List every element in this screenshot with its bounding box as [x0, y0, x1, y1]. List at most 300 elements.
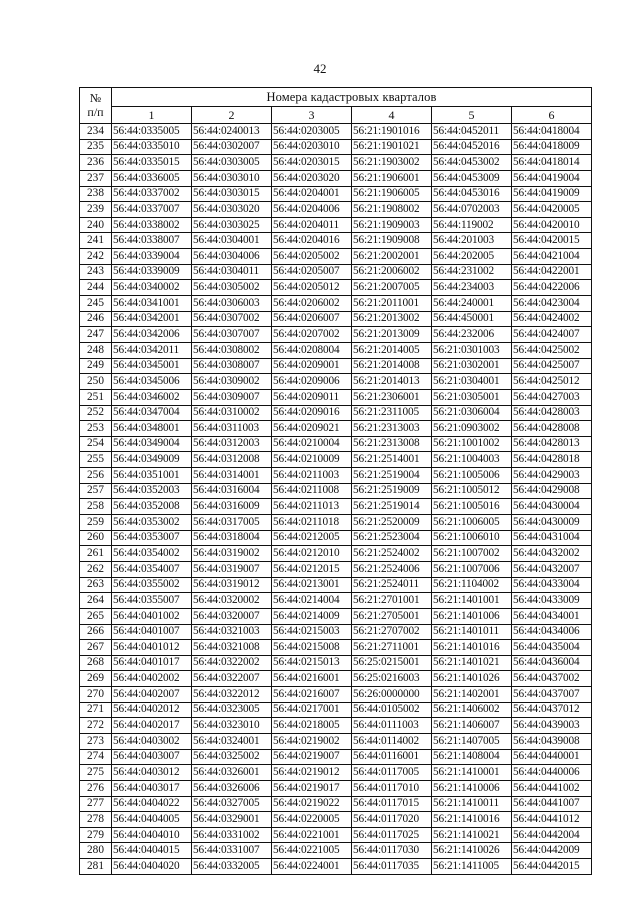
- cadastral-number-cell: 56:44:0702003: [432, 202, 512, 218]
- row-number-cell: 234: [80, 124, 112, 140]
- cadastral-number-cell: 56:44:0442009: [512, 843, 592, 859]
- cadastral-number-cell: 56:21:2524006: [352, 561, 432, 577]
- cadastral-number-cell: 56:21:2520009: [352, 515, 432, 531]
- cadastral-number-cell: 56:21:2313003: [352, 421, 432, 437]
- row-number-cell: 239: [80, 202, 112, 218]
- row-number-cell: 256: [80, 468, 112, 484]
- cadastral-number-cell: 56:44:0211013: [272, 499, 352, 515]
- cadastral-number-cell: 56:44:0341001: [112, 296, 192, 312]
- row-number-cell: 278: [80, 812, 112, 828]
- table-row: [80, 124, 592, 140]
- row-number-cell: 235: [80, 139, 112, 155]
- cadastral-number-cell: 56:44:0327005: [192, 796, 272, 812]
- row-number-cell: 253: [80, 421, 112, 437]
- cadastral-number-cell: 56:21:2701001: [352, 593, 432, 609]
- row-number-cell: 250: [80, 374, 112, 390]
- cadastral-number-cell: 56:44:0305002: [192, 280, 272, 296]
- cadastral-number-cell: 56:21:0302001: [432, 358, 512, 374]
- cadastral-number-cell: 56:25:0216003: [352, 671, 432, 687]
- cadastral-number-cell: 56:44:0440006: [512, 765, 592, 781]
- cadastral-number-cell: 56:44:0211018: [272, 515, 352, 531]
- cadastral-number-cell: 56:21:1005006: [432, 468, 512, 484]
- cadastral-number-cell: 56:44:0401002: [112, 608, 192, 624]
- row-number-cell: 238: [80, 186, 112, 202]
- cadastral-number-cell: 56:44:0430009: [512, 515, 592, 531]
- cadastral-number-cell: 56:44:0452011: [432, 124, 512, 140]
- table-row: [80, 812, 592, 828]
- cadastral-number-cell: 56:44:0433009: [512, 593, 592, 609]
- cadastral-number-cell: 56:21:1410001: [432, 765, 512, 781]
- table-row: [80, 280, 592, 296]
- cadastral-number-cell: 56:44:0309007: [192, 389, 272, 405]
- cadastral-number-cell: 56:44:0212010: [272, 546, 352, 562]
- cadastral-number-cell: 56:21:2523004: [352, 530, 432, 546]
- cadastral-number-cell: 56:44:0442015: [512, 859, 592, 875]
- cadastral-number-cell: 56:44:0203015: [272, 155, 352, 171]
- cadastral-number-cell: 56:44:0219022: [272, 796, 352, 812]
- row-number-cell: 261: [80, 546, 112, 562]
- row-number-cell: 258: [80, 499, 112, 515]
- cadastral-number-cell: 56:44:0309002: [192, 374, 272, 390]
- cadastral-number-cell: 56:44:0331007: [192, 843, 272, 859]
- cadastral-numbers-group-header: Номера кадастровых кварталов: [112, 88, 592, 107]
- cadastral-number-cell: 56:44:0303005: [192, 155, 272, 171]
- cadastral-number-cell: 56:44:119002: [432, 217, 512, 233]
- cadastral-number-cell: 56:21:1006005: [432, 515, 512, 531]
- cadastral-number-cell: 56:44:0321003: [192, 624, 272, 640]
- cadastral-number-cell: 56:44:0349009: [112, 452, 192, 468]
- cadastral-number-cell: 56:44:0434006: [512, 624, 592, 640]
- cadastral-number-cell: 56:44:0204011: [272, 217, 352, 233]
- row-number-cell: 265: [80, 608, 112, 624]
- cadastral-number-cell: 56:44:0219012: [272, 765, 352, 781]
- cadastral-number-cell: 56:44:0345001: [112, 358, 192, 374]
- cadastral-number-cell: 56:44:0348001: [112, 421, 192, 437]
- table-row: [80, 796, 592, 812]
- row-number-cell: 266: [80, 624, 112, 640]
- cadastral-number-cell: 56:21:2707002: [352, 624, 432, 640]
- table-row: [80, 577, 592, 593]
- table-row: [80, 749, 592, 765]
- cadastral-number-cell: 56:44:0354002: [112, 546, 192, 562]
- table-row: [80, 202, 592, 218]
- table-row: [80, 593, 592, 609]
- table-row: [80, 155, 592, 171]
- cadastral-number-cell: 56:21:2514001: [352, 452, 432, 468]
- cadastral-number-cell: 56:44:0401012: [112, 640, 192, 656]
- row-number-cell: 279: [80, 827, 112, 843]
- table-row: [80, 233, 592, 249]
- row-number-cell: 252: [80, 405, 112, 421]
- cadastral-number-cell: 56:44:0329001: [192, 812, 272, 828]
- cadastral-number-cell: 56:44:0402012: [112, 702, 192, 718]
- cadastral-number-cell: 56:44:0311003: [192, 421, 272, 437]
- cadastral-number-cell: 56:44:0437002: [512, 671, 592, 687]
- table-row: [80, 296, 592, 312]
- cadastral-number-cell: 56:44:0418004: [512, 124, 592, 140]
- cadastral-number-cell: 56:44:0331002: [192, 827, 272, 843]
- row-number-cell: 255: [80, 452, 112, 468]
- cadastral-number-cell: 56:44:0321008: [192, 640, 272, 656]
- cadastral-number-cell: 56:44:0213001: [272, 577, 352, 593]
- cadastral-number-cell: 56:21:1906005: [352, 186, 432, 202]
- table-row: [80, 640, 592, 656]
- cadastral-number-cell: 56:44:240001: [432, 296, 512, 312]
- cadastral-number-cell: 56:21:1909008: [352, 233, 432, 249]
- cadastral-number-cell: 56:44:0402017: [112, 718, 192, 734]
- cadastral-number-cell: 56:44:0320002: [192, 593, 272, 609]
- cadastral-number-cell: 56:44:0312003: [192, 436, 272, 452]
- row-number-cell: 251: [80, 389, 112, 405]
- table-row: [80, 561, 592, 577]
- cadastral-number-cell: 56:21:2014005: [352, 342, 432, 358]
- cadastral-number-cell: 56:44:0428008: [512, 421, 592, 437]
- cadastral-number-cell: 56:44:0435004: [512, 640, 592, 656]
- cadastral-number-cell: 56:44:0304001: [192, 233, 272, 249]
- row-number-cell: 264: [80, 593, 112, 609]
- cadastral-number-cell: 56:44:0404020: [112, 859, 192, 875]
- cadastral-number-cell: 56:44:0303025: [192, 217, 272, 233]
- cadastral-number-cell: 56:44:0346002: [112, 389, 192, 405]
- cadastral-number-cell: 56:44:0404022: [112, 796, 192, 812]
- cadastral-number-cell: 56:44:0308002: [192, 342, 272, 358]
- row-number-cell: 245: [80, 296, 112, 312]
- column-number: 3: [272, 107, 352, 124]
- cadastral-number-cell: 56:44:0206007: [272, 311, 352, 327]
- cadastral-number-cell: 56:44:0442004: [512, 827, 592, 843]
- cadastral-number-cell: 56:44:0117025: [352, 827, 432, 843]
- cadastral-number-cell: 56:44:0452016: [432, 139, 512, 155]
- cadastral-number-cell: 56:44:0221005: [272, 843, 352, 859]
- cadastral-quarters-table: [79, 87, 592, 875]
- cadastral-number-cell: 56:44:0217001: [272, 702, 352, 718]
- table-row: [80, 389, 592, 405]
- cadastral-number-cell: 56:44:0307002: [192, 311, 272, 327]
- cadastral-number-cell: 56:21:0304001: [432, 374, 512, 390]
- cadastral-number-cell: 56:44:0428013: [512, 436, 592, 452]
- cadastral-number-cell: 56:21:1901016: [352, 124, 432, 140]
- cadastral-number-cell: 56:44:0440001: [512, 749, 592, 765]
- cadastral-number-cell: 56:21:1410026: [432, 843, 512, 859]
- cadastral-number-cell: 56:21:1406007: [432, 718, 512, 734]
- cadastral-number-cell: 56:44:0219002: [272, 733, 352, 749]
- table-row: [80, 859, 592, 875]
- table-row: [80, 421, 592, 437]
- cadastral-number-cell: 56:21:1410006: [432, 780, 512, 796]
- row-number-cell: 237: [80, 170, 112, 186]
- cadastral-number-cell: 56:44:0439003: [512, 718, 592, 734]
- cadastral-number-cell: 56:44:231002: [432, 264, 512, 280]
- cadastral-number-cell: 56:44:0117005: [352, 765, 432, 781]
- cadastral-number-cell: 56:44:0219007: [272, 749, 352, 765]
- cadastral-number-cell: 56:44:0422006: [512, 280, 592, 296]
- cadastral-number-cell: 56:44:0424002: [512, 311, 592, 327]
- cadastral-number-cell: 56:44:0355007: [112, 593, 192, 609]
- cadastral-number-cell: 56:44:0404005: [112, 812, 192, 828]
- cadastral-number-cell: 56:21:2524002: [352, 546, 432, 562]
- cadastral-number-cell: 56:44:0317005: [192, 515, 272, 531]
- cadastral-number-cell: 56:44:0203020: [272, 170, 352, 186]
- cadastral-number-cell: 56:44:0403012: [112, 765, 192, 781]
- row-number-cell: 260: [80, 530, 112, 546]
- cadastral-number-cell: 56:21:2519014: [352, 499, 432, 515]
- cadastral-number-cell: 56:44:0216007: [272, 687, 352, 703]
- cadastral-number-cell: 56:44:0116001: [352, 749, 432, 765]
- cadastral-number-cell: 56:44:0342011: [112, 342, 192, 358]
- table-row: [80, 530, 592, 546]
- row-number-cell: 277: [80, 796, 112, 812]
- cadastral-number-cell: 56:21:1901021: [352, 139, 432, 155]
- row-number-cell: 257: [80, 483, 112, 499]
- table-row: [80, 342, 592, 358]
- cadastral-number-cell: 56:44:0352003: [112, 483, 192, 499]
- cadastral-number-cell: 56:44:0429003: [512, 468, 592, 484]
- column-number: 4: [352, 107, 432, 124]
- cadastral-number-cell: 56:44:0345006: [112, 374, 192, 390]
- cadastral-number-cell: 56:44:0323010: [192, 718, 272, 734]
- cadastral-number-cell: 56:44:0211003: [272, 468, 352, 484]
- column-number: 6: [512, 107, 592, 124]
- cadastral-number-cell: 56:21:2311005: [352, 405, 432, 421]
- row-number-cell: 242: [80, 249, 112, 265]
- cadastral-number-cell: 56:44:0210009: [272, 452, 352, 468]
- cadastral-number-cell: 56:44:0404015: [112, 843, 192, 859]
- cadastral-number-cell: 56:44:0224001: [272, 859, 352, 875]
- row-number-header-line1: №: [89, 90, 102, 105]
- table-row: [80, 358, 592, 374]
- table-row: [80, 655, 592, 671]
- cadastral-number-cell: 56:44:0310002: [192, 405, 272, 421]
- cadastral-number-cell: 56:44:0209011: [272, 389, 352, 405]
- cadastral-number-cell: 56:44:0303010: [192, 170, 272, 186]
- cadastral-number-cell: 56:44:234003: [432, 280, 512, 296]
- cadastral-number-cell: 56:44:0335015: [112, 155, 192, 171]
- cadastral-number-cell: 56:44:0209001: [272, 358, 352, 374]
- cadastral-number-cell: 56:21:1408004: [432, 749, 512, 765]
- cadastral-number-cell: 56:44:0425012: [512, 374, 592, 390]
- cadastral-number-cell: 56:44:0439008: [512, 733, 592, 749]
- table-row: [80, 624, 592, 640]
- cadastral-number-cell: 56:44:0303020: [192, 202, 272, 218]
- row-number-cell: 273: [80, 733, 112, 749]
- cadastral-number-cell: 56:21:1410021: [432, 827, 512, 843]
- cadastral-number-cell: 56:44:0437012: [512, 702, 592, 718]
- cadastral-number-cell: 56:21:0301003: [432, 342, 512, 358]
- cadastral-number-cell: 56:44:0117035: [352, 859, 432, 875]
- table-row: [80, 546, 592, 562]
- cadastral-number-cell: 56:21:1004003: [432, 452, 512, 468]
- cadastral-number-cell: 56:21:0305001: [432, 389, 512, 405]
- cadastral-number-cell: 56:44:0441012: [512, 812, 592, 828]
- cadastral-number-cell: 56:44:0209021: [272, 421, 352, 437]
- cadastral-number-cell: 56:21:2519009: [352, 483, 432, 499]
- cadastral-number-cell: 56:44:0240013: [192, 124, 272, 140]
- column-number: 2: [192, 107, 272, 124]
- cadastral-number-cell: 56:44:0212015: [272, 561, 352, 577]
- cadastral-number-cell: 56:44:0219017: [272, 780, 352, 796]
- cadastral-number-cell: 56:44:0432007: [512, 561, 592, 577]
- cadastral-number-cell: 56:44:0355002: [112, 577, 192, 593]
- cadastral-number-cell: 56:44:0354007: [112, 561, 192, 577]
- cadastral-number-cell: 56:44:0326001: [192, 765, 272, 781]
- table-body: [80, 124, 592, 875]
- cadastral-number-cell: 56:44:0212005: [272, 530, 352, 546]
- table-header-row: [80, 88, 592, 107]
- table-row: [80, 405, 592, 421]
- cadastral-number-cell: 56:44:0211008: [272, 483, 352, 499]
- row-number-header-line2: п/п: [87, 104, 104, 119]
- cadastral-number-cell: 56:44:0425002: [512, 342, 592, 358]
- cadastral-number-cell: 56:21:2007005: [352, 280, 432, 296]
- table-row: [80, 483, 592, 499]
- table-row: [80, 687, 592, 703]
- cadastral-number-cell: 56:21:1401026: [432, 671, 512, 687]
- cadastral-number-cell: 56:44:0351001: [112, 468, 192, 484]
- cadastral-number-cell: 56:44:0319007: [192, 561, 272, 577]
- cadastral-number-cell: 56:44:0316004: [192, 483, 272, 499]
- cadastral-number-cell: 56:21:1401016: [432, 640, 512, 656]
- cadastral-number-cell: 56:21:2002001: [352, 249, 432, 265]
- cadastral-number-cell: 56:21:1401021: [432, 655, 512, 671]
- cadastral-number-cell: 56:44:0403007: [112, 749, 192, 765]
- table-row: [80, 718, 592, 734]
- cadastral-number-cell: 56:21:1410011: [432, 796, 512, 812]
- cadastral-number-cell: 56:44:0302007: [192, 139, 272, 155]
- table-row: [80, 765, 592, 781]
- cadastral-number-cell: 56:44:0319012: [192, 577, 272, 593]
- cadastral-number-cell: 56:44:0319002: [192, 546, 272, 562]
- cadastral-number-cell: 56:44:0218005: [272, 718, 352, 734]
- cadastral-number-cell: 56:21:2011001: [352, 296, 432, 312]
- table-row: [80, 311, 592, 327]
- cadastral-number-cell: 56:44:232006: [432, 327, 512, 343]
- cadastral-number-cell: 56:44:0117015: [352, 796, 432, 812]
- cadastral-number-cell: 56:44:0420015: [512, 233, 592, 249]
- cadastral-number-cell: 56:44:0340002: [112, 280, 192, 296]
- cadastral-number-cell: 56:44:0221001: [272, 827, 352, 843]
- row-number-cell: 274: [80, 749, 112, 765]
- row-number-cell: 262: [80, 561, 112, 577]
- cadastral-number-cell: 56:44:0433004: [512, 577, 592, 593]
- cadastral-number-cell: 56:44:0306003: [192, 296, 272, 312]
- cadastral-number-cell: 56:21:1401006: [432, 608, 512, 624]
- cadastral-number-cell: 56:21:1005016: [432, 499, 512, 515]
- cadastral-number-cell: 56:44:0419009: [512, 186, 592, 202]
- cadastral-number-cell: 56:44:0318004: [192, 530, 272, 546]
- cadastral-number-cell: 56:44:0428018: [512, 452, 592, 468]
- cadastral-number-cell: 56:44:0207002: [272, 327, 352, 343]
- cadastral-number-cell: 56:44:0423004: [512, 296, 592, 312]
- table-row: [80, 733, 592, 749]
- cadastral-number-cell: 56:44:0209016: [272, 405, 352, 421]
- cadastral-number-cell: 56:44:0208004: [272, 342, 352, 358]
- cadastral-number-cell: 56:44:0308007: [192, 358, 272, 374]
- cadastral-number-cell: 56:44:0353002: [112, 515, 192, 531]
- cadastral-number-cell: 56:21:1908002: [352, 202, 432, 218]
- row-number-cell: 280: [80, 843, 112, 859]
- cadastral-number-cell: 56:44:0111003: [352, 718, 432, 734]
- cadastral-number-cell: 56:44:0316009: [192, 499, 272, 515]
- cadastral-number-cell: 56:44:0453016: [432, 186, 512, 202]
- cadastral-number-cell: 56:21:2006002: [352, 264, 432, 280]
- cadastral-number-cell: 56:44:0210004: [272, 436, 352, 452]
- row-number-cell: 241: [80, 233, 112, 249]
- cadastral-number-cell: 56:44:0312008: [192, 452, 272, 468]
- cadastral-number-cell: 56:44:0430004: [512, 499, 592, 515]
- cadastral-number-cell: 56:44:0339009: [112, 264, 192, 280]
- cadastral-number-cell: 56:44:0432002: [512, 546, 592, 562]
- cadastral-table-container: [79, 87, 592, 875]
- table-row: [80, 436, 592, 452]
- cadastral-number-cell: 56:44:0352008: [112, 499, 192, 515]
- cadastral-number-cell: 56:44:0215008: [272, 640, 352, 656]
- cadastral-number-cell: 56:44:0418009: [512, 139, 592, 155]
- cadastral-number-cell: 56:21:1401011: [432, 624, 512, 640]
- cadastral-number-cell: 56:21:2014013: [352, 374, 432, 390]
- cadastral-number-cell: 56:21:1909003: [352, 217, 432, 233]
- cadastral-number-cell: 56:21:1001002: [432, 436, 512, 452]
- table-row: [80, 452, 592, 468]
- cadastral-number-cell: 56:21:2711001: [352, 640, 432, 656]
- row-number-cell: 254: [80, 436, 112, 452]
- cadastral-number-cell: 56:44:0422001: [512, 264, 592, 280]
- cadastral-number-cell: 56:44:0216001: [272, 671, 352, 687]
- cadastral-number-cell: 56:44:0402007: [112, 687, 192, 703]
- table-row: [80, 515, 592, 531]
- cadastral-number-cell: 56:44:0441007: [512, 796, 592, 812]
- cadastral-number-cell: 56:44:0349004: [112, 436, 192, 452]
- cadastral-number-cell: 56:44:0206002: [272, 296, 352, 312]
- row-number-cell: 271: [80, 702, 112, 718]
- row-number-cell: 281: [80, 859, 112, 875]
- table-row: [80, 468, 592, 484]
- cadastral-number-cell: 56:21:2014008: [352, 358, 432, 374]
- cadastral-number-cell: 56:44:0204006: [272, 202, 352, 218]
- cadastral-number-cell: 56:44:0215013: [272, 655, 352, 671]
- cadastral-number-cell: 56:44:0434001: [512, 608, 592, 624]
- table-row: [80, 374, 592, 390]
- cadastral-number-cell: 56:44:0117010: [352, 780, 432, 796]
- table-row: [80, 843, 592, 859]
- cadastral-number-cell: 56:21:1007002: [432, 546, 512, 562]
- cadastral-number-cell: 56:21:1402001: [432, 687, 512, 703]
- cadastral-number-cell: 56:21:1005012: [432, 483, 512, 499]
- cadastral-number-cell: 56:44:0437007: [512, 687, 592, 703]
- table-row: [80, 327, 592, 343]
- table-row: [80, 139, 592, 155]
- row-number-cell: 272: [80, 718, 112, 734]
- cadastral-number-cell: 56:44:0338002: [112, 217, 192, 233]
- table-row: [80, 671, 592, 687]
- cadastral-number-cell: 56:44:0336005: [112, 170, 192, 186]
- cadastral-number-cell: 56:44:0320007: [192, 608, 272, 624]
- cadastral-number-cell: 56:44:0314001: [192, 468, 272, 484]
- cadastral-number-cell: 56:44:0418014: [512, 155, 592, 171]
- cadastral-number-cell: 56:21:1410016: [432, 812, 512, 828]
- cadastral-number-cell: 56:44:0335005: [112, 124, 192, 140]
- cadastral-number-cell: 56:21:2013009: [352, 327, 432, 343]
- cadastral-number-cell: 56:44:0322012: [192, 687, 272, 703]
- cadastral-number-cell: 56:44:0117030: [352, 843, 432, 859]
- row-number-cell: 259: [80, 515, 112, 531]
- cadastral-number-cell: 56:44:0307007: [192, 327, 272, 343]
- cadastral-number-cell: 56:21:0903002: [432, 421, 512, 437]
- row-number-cell: 244: [80, 280, 112, 296]
- cadastral-number-cell: 56:44:0347004: [112, 405, 192, 421]
- cadastral-number-cell: 56:44:0453009: [432, 170, 512, 186]
- cadastral-number-cell: 56:21:1906001: [352, 170, 432, 186]
- row-number-cell: 236: [80, 155, 112, 171]
